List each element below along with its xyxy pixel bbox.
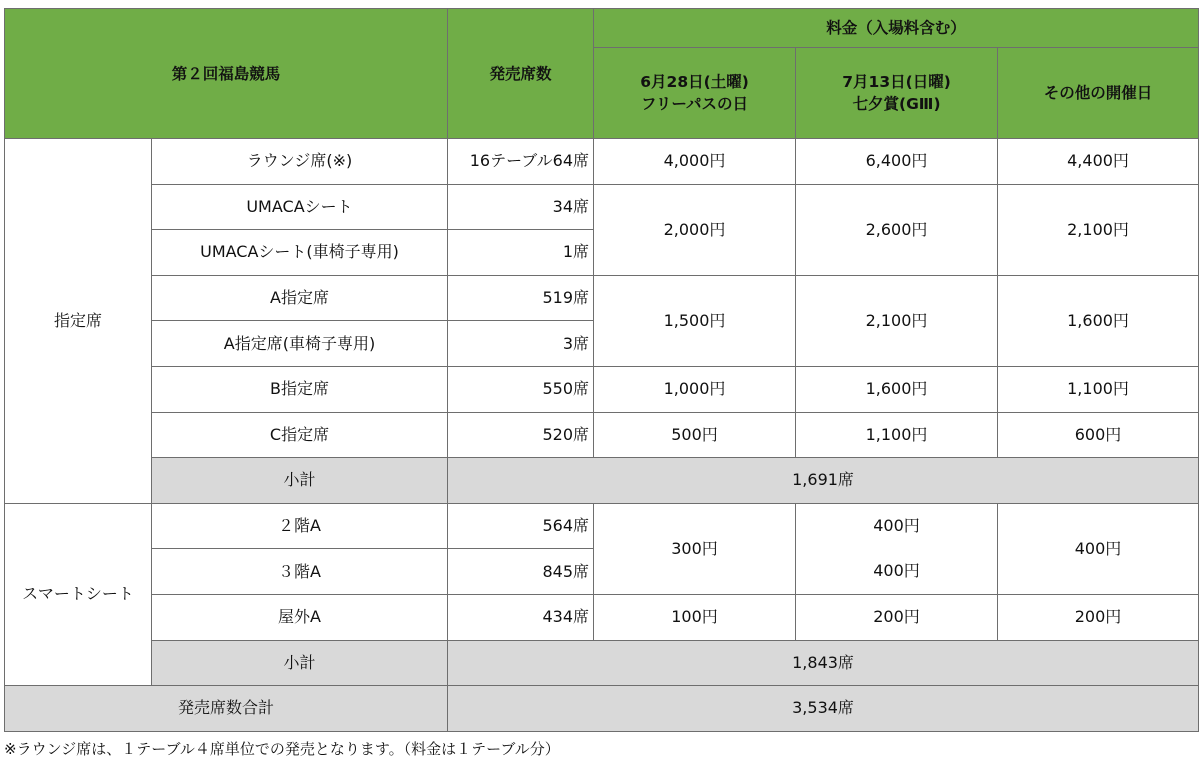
- price-day3: 600円: [998, 412, 1199, 458]
- header-day2: [796, 48, 998, 139]
- seat-name: UMACAシート: [152, 184, 448, 230]
- header-seats-count: 発売席数: [448, 9, 594, 139]
- total-row: [5, 686, 1199, 732]
- price-day3: 1,600円: [998, 275, 1199, 366]
- subtotal-label: 小計: [152, 458, 448, 504]
- price-day1: 300円: [594, 503, 796, 594]
- price-day2: 2,100円: [796, 275, 998, 366]
- header-day1: [594, 48, 796, 139]
- price-day3: 200円: [998, 594, 1199, 640]
- price-day2: 400円: [796, 549, 998, 595]
- header-day1-date: 6月28日(土曜): [640, 73, 749, 91]
- seat-name: A指定席(車椅子専用): [152, 321, 448, 367]
- seat-name: B指定席: [152, 366, 448, 412]
- price-day2: 1,100円: [796, 412, 998, 458]
- subtotal-value: 1,843席: [448, 640, 1199, 686]
- seat-count: 16テーブル64席: [448, 139, 594, 185]
- seat-name: 屋外A: [152, 594, 448, 640]
- seat-count: 34席: [448, 184, 594, 230]
- seat-count: 564席: [448, 503, 594, 549]
- seat-name: ３階A: [152, 549, 448, 595]
- table-row: [5, 503, 1199, 549]
- seat-price-table: [4, 8, 1199, 732]
- header-day1-event: フリーパスの日: [640, 95, 749, 113]
- header-fee-group: 料金（入場料含む）: [594, 9, 1199, 48]
- seat-count: 520席: [448, 412, 594, 458]
- price-day3: 2,100円: [998, 184, 1199, 275]
- header-day2-date: 7月13日(日曜): [842, 73, 951, 91]
- seat-name: UMACAシート(車椅子専用): [152, 230, 448, 276]
- seat-count: 434席: [448, 594, 594, 640]
- table-row: [5, 184, 1199, 230]
- header-day2-event: 七夕賞(GⅢ): [852, 95, 941, 113]
- table-row: [5, 412, 1199, 458]
- price-day3: 1,100円: [998, 366, 1199, 412]
- price-day1: 100円: [594, 594, 796, 640]
- subtotal-label: 小計: [152, 640, 448, 686]
- price-day2: 400円: [796, 503, 998, 549]
- table-row: [5, 139, 1199, 185]
- seat-name: A指定席: [152, 275, 448, 321]
- price-day2: 2,600円: [796, 184, 998, 275]
- price-day1: 2,000円: [594, 184, 796, 275]
- price-day1: 1,000円: [594, 366, 796, 412]
- price-day2: 1,600円: [796, 366, 998, 412]
- total-value: 3,534席: [448, 686, 1199, 732]
- seat-count: 1席: [448, 230, 594, 276]
- seat-count: 550席: [448, 366, 594, 412]
- seat-count: 3席: [448, 321, 594, 367]
- price-day1: 500円: [594, 412, 796, 458]
- header-meeting: 第２回福島競馬: [5, 9, 448, 139]
- price-day1: 4,000円: [594, 139, 796, 185]
- subtotal-row: [5, 458, 1199, 504]
- subtotal-value: 1,691席: [448, 458, 1199, 504]
- header-day3: その他の開催日: [998, 48, 1199, 139]
- seat-count: 519席: [448, 275, 594, 321]
- price-day3: 400円: [998, 503, 1199, 594]
- subtotal-row: [5, 640, 1199, 686]
- seat-name: ２階A: [152, 503, 448, 549]
- category-reserved: 指定席: [5, 139, 152, 504]
- price-day3: 4,400円: [998, 139, 1199, 185]
- footnote: ※ラウンジ席は、１テーブル４席単位での発売となります。（料金は１テーブル分）: [4, 740, 560, 758]
- table-row: [5, 594, 1199, 640]
- category-smart: スマートシート: [5, 503, 152, 685]
- table-row: [5, 275, 1199, 321]
- seat-name: C指定席: [152, 412, 448, 458]
- seat-count: 845席: [448, 549, 594, 595]
- price-day2: 200円: [796, 594, 998, 640]
- price-day2: 6,400円: [796, 139, 998, 185]
- table-row: [5, 366, 1199, 412]
- total-label: 発売席数合計: [5, 686, 448, 732]
- price-day1: 1,500円: [594, 275, 796, 366]
- seat-name: ラウンジ席(※): [152, 139, 448, 185]
